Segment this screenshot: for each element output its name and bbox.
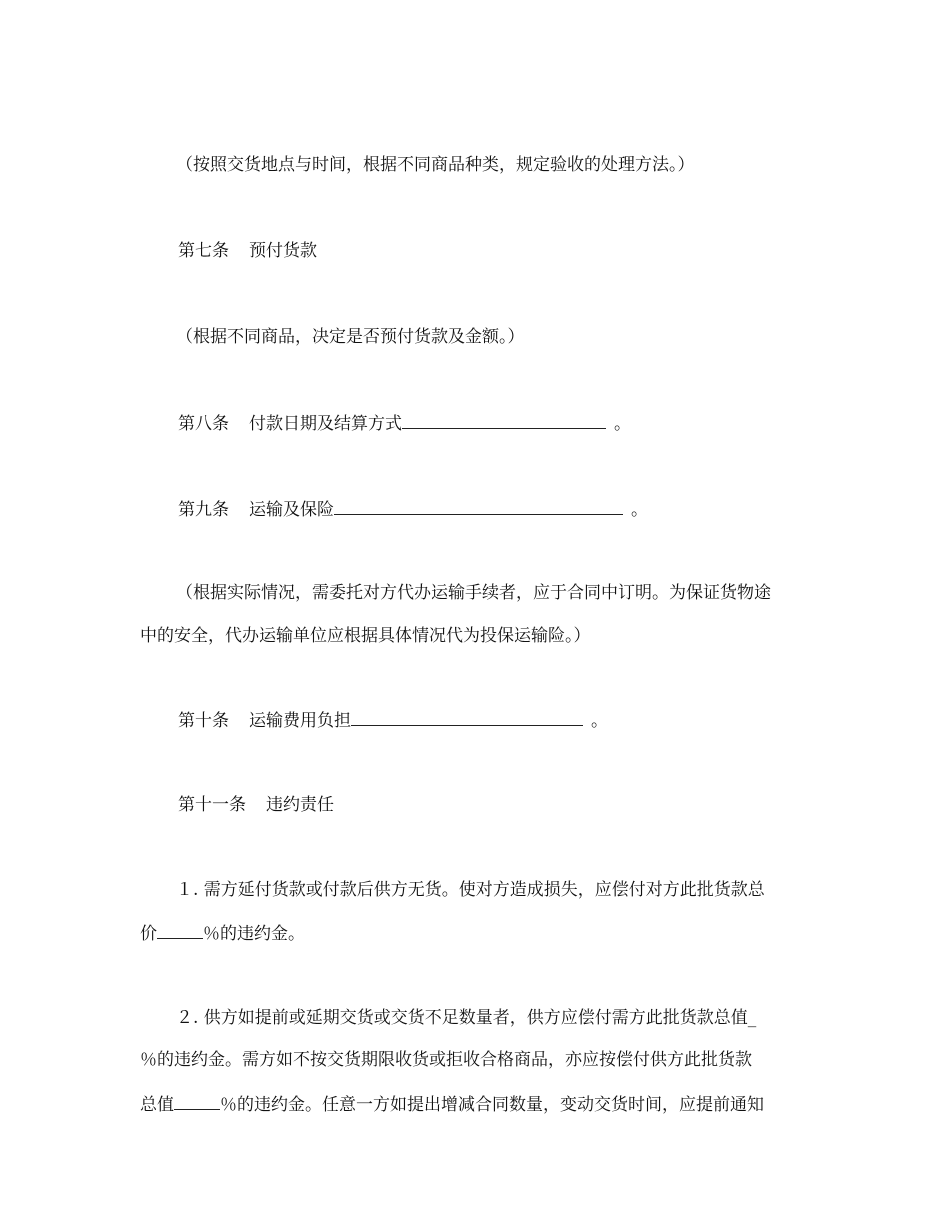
article-number: 第七条 bbox=[178, 241, 229, 261]
transport-cost-blank[interactable] bbox=[351, 709, 583, 726]
penalty-percent-blank-2[interactable] bbox=[174, 1093, 220, 1110]
payment-method-blank[interactable] bbox=[402, 412, 606, 429]
clause-2-line-3: 总值 ％的违约金。任意一方如提出增减合同数量，变动交货时间，应提前通知 bbox=[140, 1095, 764, 1115]
article-10-heading: 第十条 运输费用负担 。 bbox=[178, 711, 608, 731]
article-7-heading bbox=[178, 241, 317, 261]
clause-2-line-2: ％的违约金。需方如不按交货期限收货或拒收合格商品，亦应按偿付供方此批货款 bbox=[140, 1050, 752, 1070]
note-acceptance: （按照交货地点与时间，根据不同商品种类，规定验收的处理方法。） bbox=[176, 155, 695, 175]
article-title: 违约责任 bbox=[266, 795, 334, 815]
article-number: 第九条 bbox=[178, 500, 229, 520]
clause-1-line-1: １. 需方延付货款或付款后供方无货。使对方造成损失，应偿付对方此批货款总 bbox=[176, 880, 765, 900]
article-11-heading bbox=[178, 795, 334, 815]
article-number: 第十条 bbox=[178, 711, 229, 731]
clause-1-line-2: 价 ％的违约金。 bbox=[140, 924, 305, 944]
article-8-heading: 第八条 付款日期及结算方式 。 bbox=[178, 414, 631, 434]
note-transport-line-2: 中的安全，代办运输单位应根据具体情况代为投保运输险。） bbox=[140, 626, 591, 646]
clause-2-line-1: ２. 供方如提前或延期交货或交货不足数量者，供方应偿付需方此批货款总值_ bbox=[176, 1008, 757, 1028]
note-prepay: （根据不同商品，决定是否预付货款及金额。） bbox=[176, 327, 525, 347]
article-number: 第八条 bbox=[178, 414, 229, 434]
article-9-heading: 第九条 运输及保险 。 bbox=[178, 500, 648, 520]
article-title: 运输费用负担 bbox=[249, 711, 351, 731]
note-transport-line-1: （根据实际情况，需委托对方代办运输手续者，应于合同中订明。为保证货物途 bbox=[176, 583, 771, 603]
transport-insurance-blank[interactable] bbox=[334, 498, 623, 515]
article-title: 付款日期及结算方式 bbox=[249, 414, 402, 434]
article-title: 运输及保险 bbox=[249, 500, 334, 520]
article-title: 预付货款 bbox=[249, 241, 317, 261]
article-number: 第十一条 bbox=[178, 795, 246, 815]
penalty-percent-blank-1[interactable] bbox=[157, 922, 203, 939]
